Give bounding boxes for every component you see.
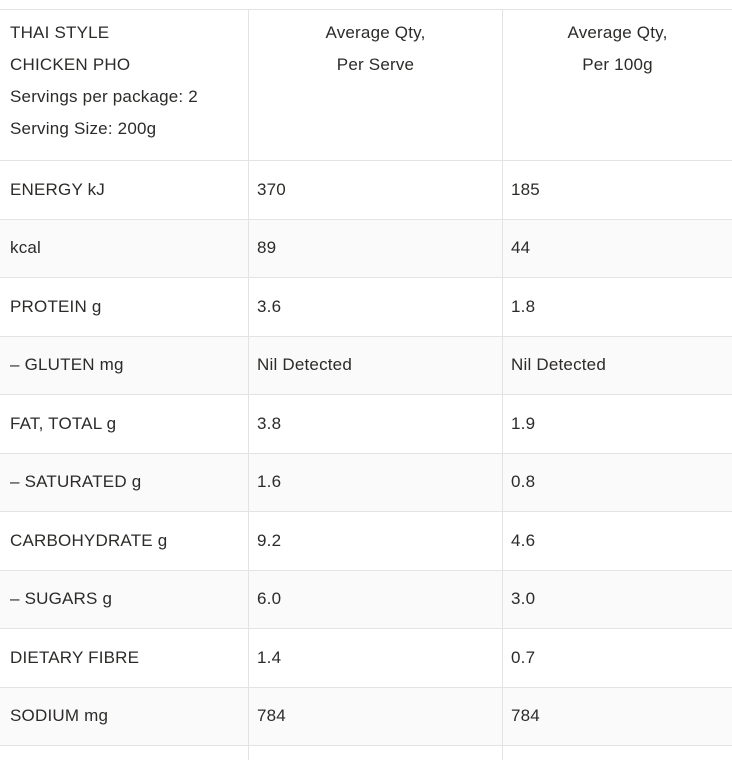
per-100g-value: 1.9 xyxy=(502,395,732,453)
per-serve-value: 9.2 xyxy=(248,512,502,570)
per-serve-value: 370 xyxy=(248,161,502,219)
nutrient-label: kcal xyxy=(10,238,42,258)
per-100g-value: 3.0 xyxy=(502,571,732,629)
per-100g-value: 1.8 xyxy=(502,278,732,336)
per-serve-value: 3.8 xyxy=(248,395,502,453)
per-100g-value: 44 xyxy=(502,220,732,278)
table-row-gluten xyxy=(0,337,732,396)
servings-per-package: Servings per package: 2 xyxy=(10,87,198,106)
per-serve-value: 1.6 xyxy=(248,454,502,512)
per-serve-value: 784 xyxy=(248,688,502,746)
table-row-kcal xyxy=(0,220,732,279)
per-100g-value: 185 xyxy=(502,161,732,219)
table-row-sugars xyxy=(0,571,732,630)
per-100g-value: 4.6 xyxy=(502,512,732,570)
nutrient-label: SODIUM mg xyxy=(10,706,109,726)
table-row-protein xyxy=(0,278,732,337)
per-serve-value xyxy=(248,746,502,760)
per-100g-value: Nil Detected xyxy=(502,337,732,395)
table-row-dietary-fibre xyxy=(0,629,732,688)
product-info-cell xyxy=(0,10,248,160)
per-serve-value: 6.0 xyxy=(248,571,502,629)
nutrient-label: FAT, TOTAL g xyxy=(10,413,117,433)
nutrition-table xyxy=(0,9,732,760)
per-100g-header-line-1: Average Qty, xyxy=(567,23,668,42)
nutrient-label: – SUGARS g xyxy=(10,589,113,609)
nutrient-label: – SATURATED g xyxy=(10,472,142,492)
page xyxy=(0,9,732,768)
per-100g-value: 0.8 xyxy=(502,454,732,512)
per-serve-value: Nil Detected xyxy=(248,337,502,395)
per-100g-header-cell xyxy=(502,10,732,160)
table-row-saturated xyxy=(0,454,732,513)
table-row-partial xyxy=(0,746,732,760)
nutrient-label xyxy=(0,746,248,760)
per-100g-value xyxy=(502,746,732,760)
nutrient-label: PROTEIN g xyxy=(10,296,102,316)
per-serve-value: 1.4 xyxy=(248,629,502,687)
nutrient-label: ENERGY kJ xyxy=(10,179,106,199)
table-header-row xyxy=(0,10,732,161)
per-100g-value: 0.7 xyxy=(502,629,732,687)
per-serve-header-line-2: Per Serve xyxy=(336,55,415,74)
per-serve-header-line-1: Average Qty, xyxy=(325,23,426,42)
table-row-fat-total xyxy=(0,395,732,454)
per-100g-header-line-2: Per 100g xyxy=(582,55,653,74)
table-row-energy-kj xyxy=(0,161,732,220)
per-serve-header-cell xyxy=(248,10,502,160)
product-name-line-2: CHICKEN PHO xyxy=(10,55,131,74)
serving-size: Serving Size: 200g xyxy=(10,119,157,138)
nutrient-label: CARBOHYDRATE g xyxy=(10,530,168,550)
table-row-carbohydrate xyxy=(0,512,732,571)
product-name-line-1: THAI STYLE xyxy=(10,23,110,42)
table-row-sodium xyxy=(0,688,732,747)
per-100g-value: 784 xyxy=(502,688,732,746)
per-serve-value: 89 xyxy=(248,220,502,278)
nutrient-label: – GLUTEN mg xyxy=(10,355,124,375)
per-serve-value: 3.6 xyxy=(248,278,502,336)
nutrient-label: DIETARY FIBRE xyxy=(10,647,140,667)
